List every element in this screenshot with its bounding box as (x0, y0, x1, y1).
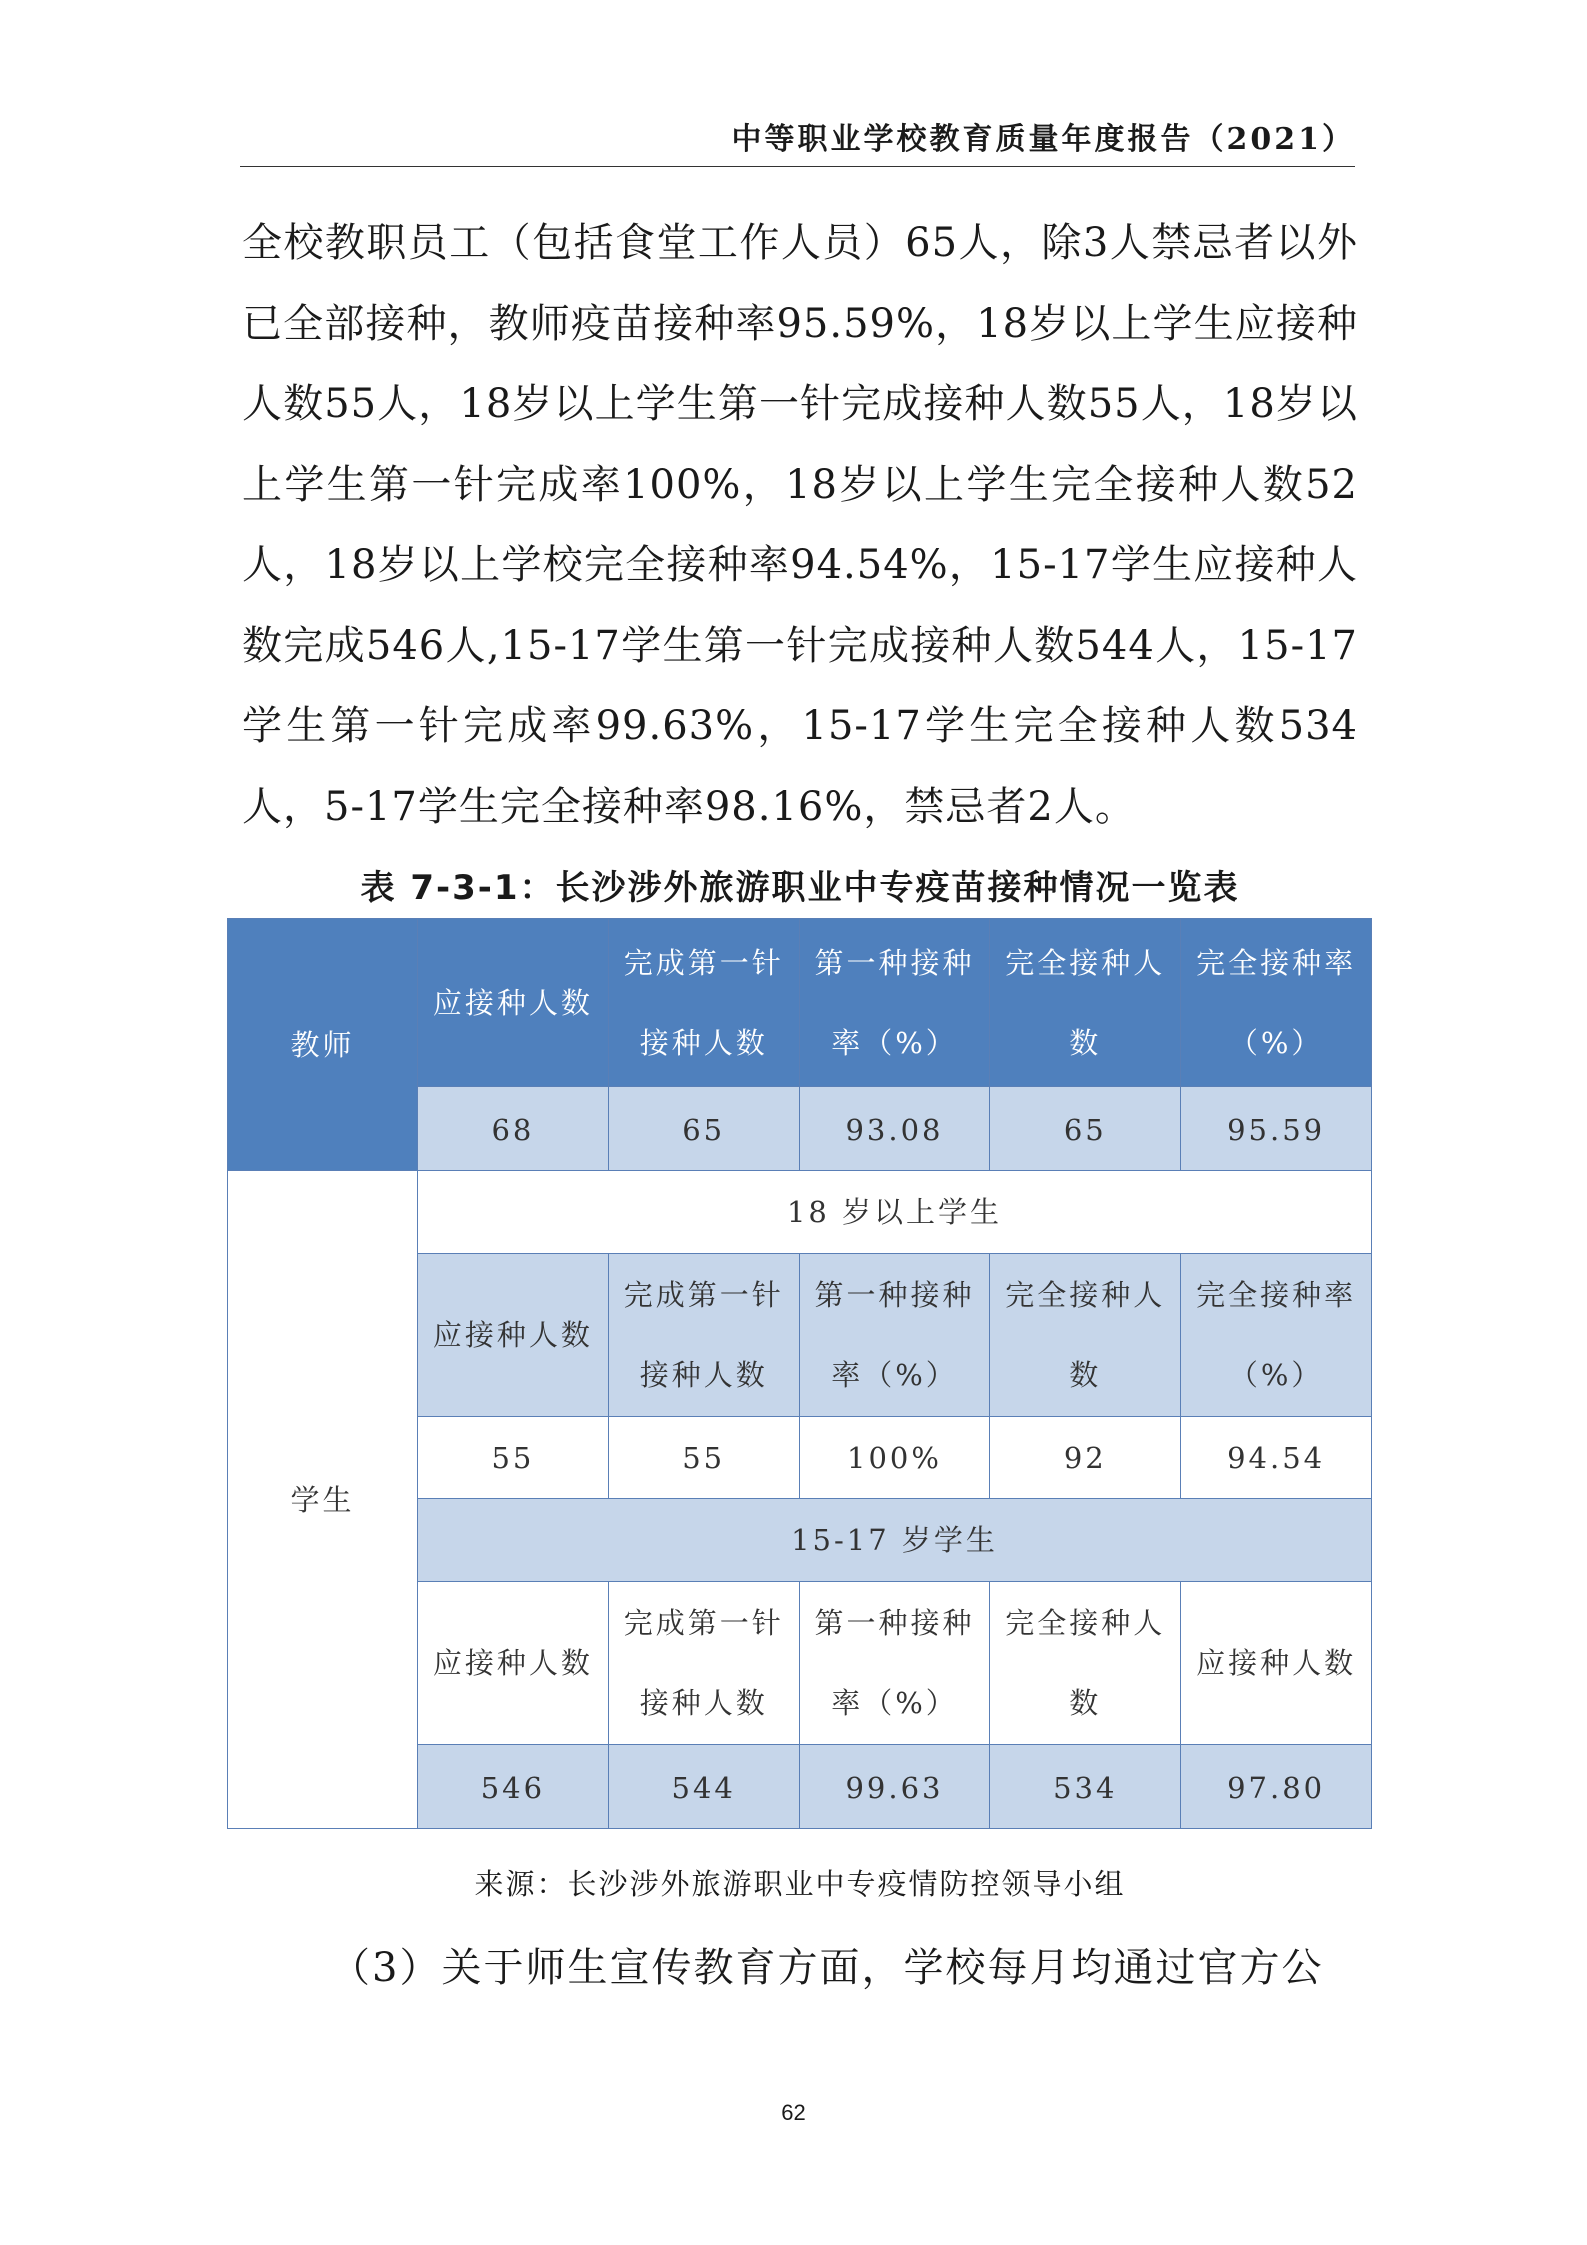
group-15-header-cell: 完成第一针接种人数 (608, 1582, 799, 1745)
table-caption: 表 7-3-1：长沙涉外旅游职业中专疫苗接种情况一览表 (360, 868, 1240, 908)
group-15-value-cell: 544 (608, 1745, 799, 1829)
group-15-header-cell: 应接种人数 (1181, 1582, 1372, 1745)
group-15-value-cell: 534 (990, 1745, 1181, 1829)
group-15-header-cell: 第一种接种率（%） (799, 1582, 990, 1745)
group-18-header-cell: 完成第一针接种人数 (608, 1254, 799, 1417)
teacher-value-cell: 65 (990, 1087, 1181, 1171)
teacher-value-cell: 95.59 (1181, 1087, 1372, 1171)
group-15-value-cell: 99.63 (799, 1745, 990, 1829)
group-18-header-cell: 完全接种人数 (990, 1254, 1181, 1417)
teacher-value-cell: 68 (418, 1087, 609, 1171)
group-18-value-cell: 92 (990, 1417, 1181, 1499)
group-15-label: 15-17 岁学生 (418, 1499, 1372, 1582)
group-15-header-cell: 完全接种人数 (990, 1582, 1181, 1745)
student-row-label: 学生 (228, 1171, 418, 1829)
vaccination-table (227, 918, 1372, 1829)
teacher-value-cell: 93.08 (799, 1087, 990, 1171)
page-number: 62 (781, 2100, 806, 2125)
group-18-value-cell: 55 (608, 1417, 799, 1499)
teacher-header-cell: 完全接种人数 (990, 919, 1181, 1087)
group-15-value-cell: 546 (418, 1745, 609, 1829)
group-15-value-cell: 97.80 (1181, 1745, 1372, 1829)
group-18-header-cell: 第一种接种率（%） (799, 1254, 990, 1417)
teacher-value-cell: 65 (608, 1087, 799, 1171)
group-15-header-cell: 应接种人数 (418, 1582, 609, 1745)
teacher-header-cell: 第一种接种率（%） (799, 919, 990, 1087)
group-18-value-cell: 100% (799, 1417, 990, 1499)
table-source-note: 来源：长沙涉外旅游职业中专疫情防控领导小组 (474, 1867, 1126, 1901)
group-18-header-cell: 完全接种率（%） (1181, 1254, 1372, 1417)
next-paragraph: （3）关于师生宣传教育方面，学校每月均通过官方公 (330, 1945, 1324, 1991)
teacher-header-cell: 完全接种率（%） (1181, 919, 1372, 1087)
vaccination-paragraph: 全校教职员工（包括食堂工作人员）65人，除3人禁忌者以外已全部接种，教师疫苗接种率95.59%，18岁以上学生应接种人数55人，18岁以上学生第一针完成接种人数55人，18岁以上学生第一针完成率100%，18岁以上学生完全接种人数52人，18岁以上学校完全接种率94.54%，15-17学生应接种人数完成546人,15-17学生第一针完成接种人数544人，15-17学生第一针完成率99.63%，15-17学生完全接种人数534人，5-17学生完全接种率98.16%，禁忌者2人。 (242, 220, 1358, 830)
teacher-row-label: 教师 (228, 919, 418, 1171)
group-18-header-cell: 应接种人数 (418, 1254, 609, 1417)
teacher-header-cell: 应接种人数 (418, 919, 609, 1087)
report-header-title: 中等职业学校教育质量年度报告（2021） (240, 118, 1355, 167)
teacher-header-cell: 完成第一针接种人数 (608, 919, 799, 1087)
group-18-value-cell: 94.54 (1181, 1417, 1372, 1499)
group-18-label: 18 岁以上学生 (418, 1171, 1372, 1254)
group-18-value-cell: 55 (418, 1417, 609, 1499)
